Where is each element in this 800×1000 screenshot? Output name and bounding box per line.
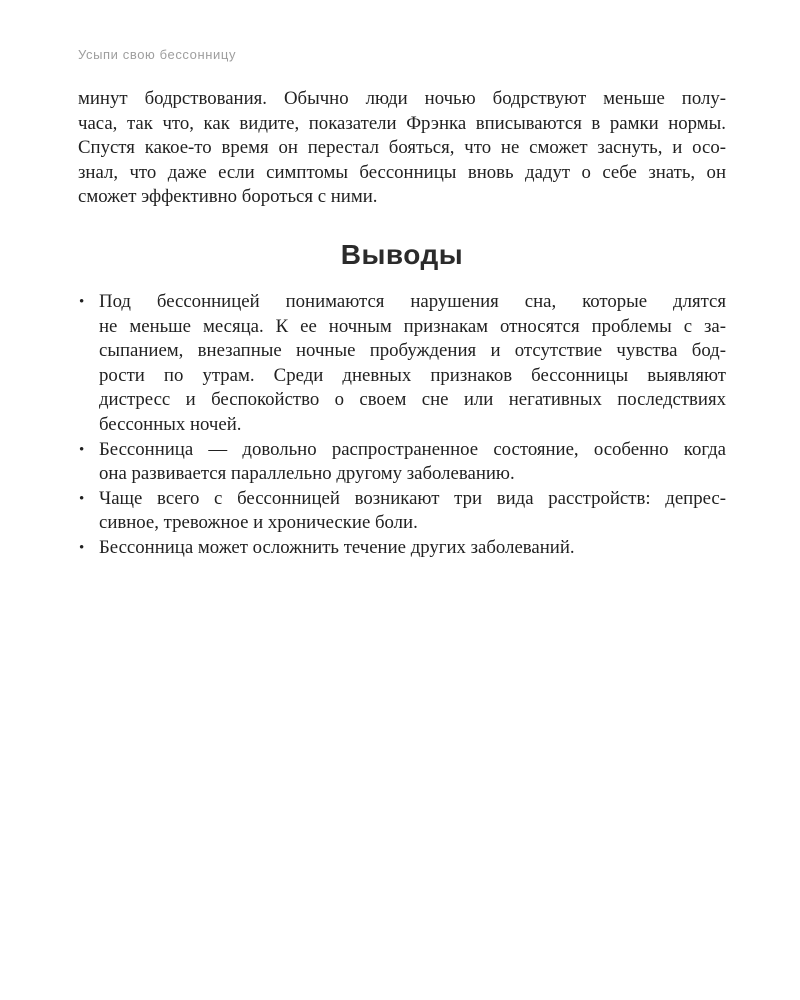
list-item-line: не меньше месяца. К ее ночным признакам относятся проблемы с за- <box>99 315 726 337</box>
list-item-line: Под бессонницей понимаются нарушения сна, которые длятся <box>99 291 726 312</box>
list-item-line: Бессонница — довольно распространенное состояние, особенно когда <box>99 438 726 460</box>
paragraph-line: минут бодрствования. Обычно люди ночью бодрствуют меньше полу- <box>78 88 726 109</box>
conclusions-list <box>78 290 726 561</box>
list-item-line: Чаще всего с бессонницей возникают три вида расстройств: депрес- <box>99 487 726 509</box>
bullet-icon: • <box>79 539 85 556</box>
list-item-text <box>99 487 726 536</box>
list-item-line: сивное, тревожное и хронические боли. <box>99 512 418 534</box>
bullet-icon: • <box>79 441 85 458</box>
list-item-line: рости по утрам. Среди дневных признаков бессонницы выявляют <box>99 364 726 386</box>
list-item <box>78 536 726 561</box>
list-item-text <box>99 438 726 487</box>
list-item <box>78 438 726 487</box>
list-item-line: она развивается параллельно другому заболеванию. <box>99 463 515 485</box>
list-item-text <box>99 536 726 561</box>
intro-paragraph <box>78 87 726 210</box>
running-head: Усыпи свою бессонницу <box>78 47 237 62</box>
list-item-line: Бессонница может осложнить течение других заболеваний. <box>99 536 575 558</box>
list-item-line: дистресс и беспокойство о своем сне или негативных последствиях <box>99 389 726 411</box>
paragraph-line: знал, что даже если симптомы бессонницы вновь дадут о себе знать, он <box>78 161 726 183</box>
paragraph-line: Спустя какое-то время он перестал бояться, что не сможет заснуть, и осо- <box>78 137 726 159</box>
list-item-text <box>99 290 726 438</box>
list-item-line: сыпанием, внезапные ночные пробуждения и отсутствие чувства бод- <box>99 340 726 362</box>
list-item-line: бессонных ночей. <box>99 413 242 435</box>
list-item <box>78 290 726 438</box>
list-item <box>78 487 726 536</box>
bullet-icon: • <box>79 490 85 507</box>
bullet-icon: • <box>79 294 85 310</box>
section-title: Выводы <box>340 239 464 270</box>
paragraph-line: часа, так что, как видите, показатели Фрэнка вписываются в рамки нормы. <box>78 112 726 134</box>
paragraph-line: сможет эффективно бороться с ними. <box>78 186 378 208</box>
